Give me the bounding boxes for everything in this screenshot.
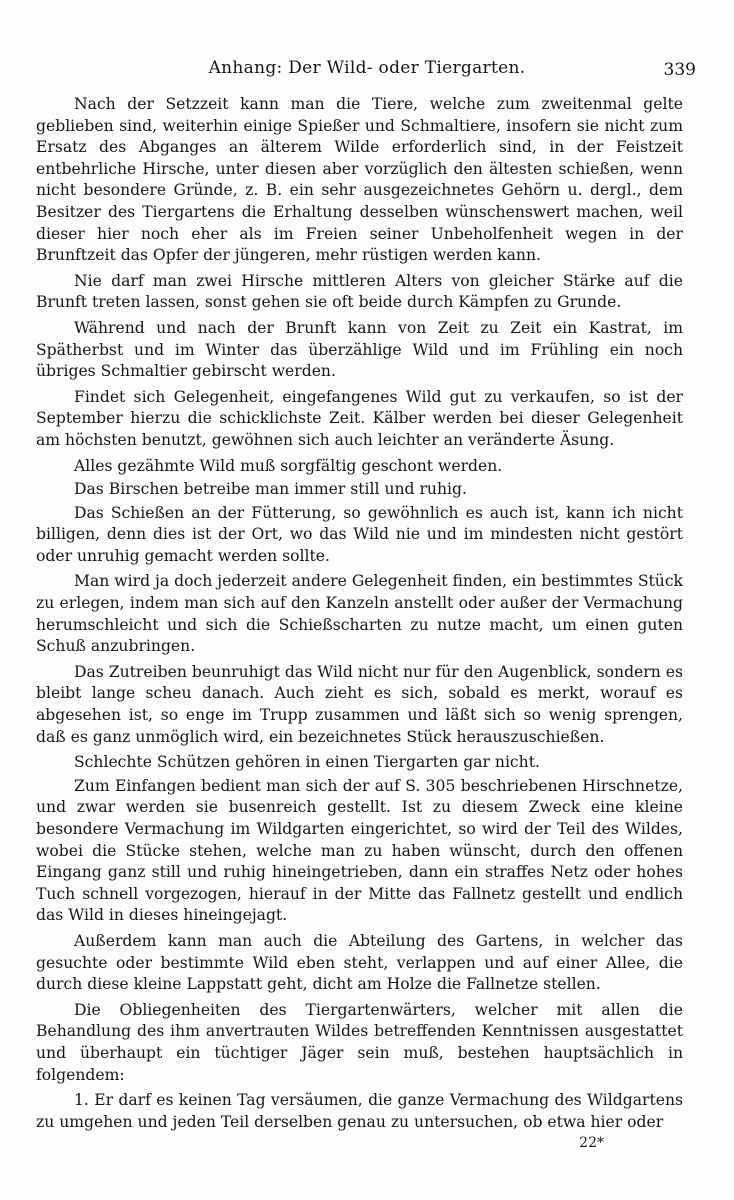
- running-title: Anhang: Der Wild- oder Tiergarten.: [208, 58, 526, 78]
- paragraph: Außerdem kann man auch die Abteilung des Gartens, in welcher das gesuchte oder bestimmte Wild eben steht, verlappen und auf einer Allee, die durch diese kleine Lappstatt geht, dicht am Holze die Fallnetze stellen.: [36, 931, 683, 994]
- paragraph: Nach der Setzzeit kann man die Tiere, welche zum zweitenmal gelte geblieben sind, weiterhin einige Spießer und Schmaltiere, insofern sie nicht zum Ersatz des Abganges an älterem Wilde erforderlich sind, in der Feistzeit entbehrliche Hirsche, unter diesen aber vorzüglich den ältesten schießen, wenn nicht besondere Gründe, z. B. ein sehr ausgezeichnetes Gehörn u. dergl., dem Besitzer des Tiergartens die Erhaltung desselben wünschenswert machen, weil dieser hier noch eher als im Freien seiner Unbeholfenheit wegen in der Brunftzeit das Opfer der jüngeren, mehr rüstigen werden kann.: [36, 95, 683, 265]
- page-header: [30, 58, 704, 84]
- paragraph: Das Birschen betreibe man immer still und ruhig.: [74, 480, 467, 499]
- signature-mark: 22*: [579, 1135, 604, 1151]
- paragraph: Schlechte Schützen gehören in einen Tiergarten gar nicht.: [74, 753, 540, 772]
- body-text: [36, 94, 683, 1137]
- paragraph: Man wird ja doch jederzeit andere Gelegenheit finden, ein bestimmtes Stück zu erlegen, indem man sich auf den Kanzeln anstellt oder außer der Vermachung herumschleicht und sich die Schießscharten zu nutze macht, um einen guten Schuß anzubringen.: [36, 572, 683, 656]
- paragraph: Zum Einfangen bedient man sich der auf S. 305 beschriebenen Hirschnetze, und zwar werden sie busenreich gestellt. Ist zu diesem Zweck eine kleine besondere Vermachung im Wildgarten eingerichtet, so wird der Teil des Wildes, wobei die Stücke stehen, welche man zu haben wünscht, durch den offenen Eingang ganz still und ruhig hineingetrieben, dann ein straffes Netz oder hohes Tuch schnell vorgezogen, hierauf in der Mitte das Fallnetz gestellt und endlich das Wild in dieses hineingejagt.: [36, 776, 683, 925]
- paragraph: Das Zutreiben beunruhigt das Wild nicht nur für den Augenblick, sondern es bleibt lange scheu danach. Auch zieht es sich, sobald es merkt, worauf es abgesehen ist, so enge im Trupp zusammen und läßt sich so wenig sprengen, daß es ganz unmöglich wird, ein bezeichnetes Stück herauszuschießen.: [36, 662, 683, 746]
- paragraph: 1. Er darf es keinen Tag versäumen, die ganze Vermachung des Wildgartens zu umgehen und jeden Teil derselben genau zu untersuchen, ob etwa hier oder: [36, 1091, 683, 1131]
- paragraph: Alles gezähmte Wild muß sorgfältig geschont werden.: [74, 456, 503, 475]
- paragraph: Während und nach der Brunft kann von Zeit zu Zeit ein Kastrat, im Spätherbst und im Winter das überzählige Wild und im Frühling ein noch übriges Schmaltier gebirscht werden.: [36, 318, 683, 381]
- paragraph: Die Obliegenheiten des Tiergartenwärters, welcher mit allen die Behandlung des ihm anvertrauten Wildes betreffenden Kenntnissen ausgestattet und überhaupt ein tüchtiger Jäger sein muß, bestehen hauptsächlich in folgendem:: [36, 1000, 683, 1084]
- paragraph: Das Schießen an der Fütterung, so gewöhnlich es auch ist, kann ich nicht billigen, denn dies ist der Ort, wo das Wild nie und im mindesten nicht gestört oder unruhig gemacht werden sollte.: [36, 503, 683, 565]
- paragraph: Findet sich Gelegenheit, eingefangenes Wild gut zu verkaufen, so ist der September hierzu die schicklichste Zeit. Kälber werden bei dieser Gelegenheit am höchsten benutzt, gewöhnen sich auch leichter an veränderte Äsung.: [36, 387, 683, 449]
- paragraph: Nie darf man zwei Hirsche mittleren Alters von gleicher Stärke auf die Brunft treten lassen, sonst gehen sie oft beide durch Kämpfen zu Grunde.: [36, 271, 683, 312]
- page-number: 339: [663, 60, 696, 80]
